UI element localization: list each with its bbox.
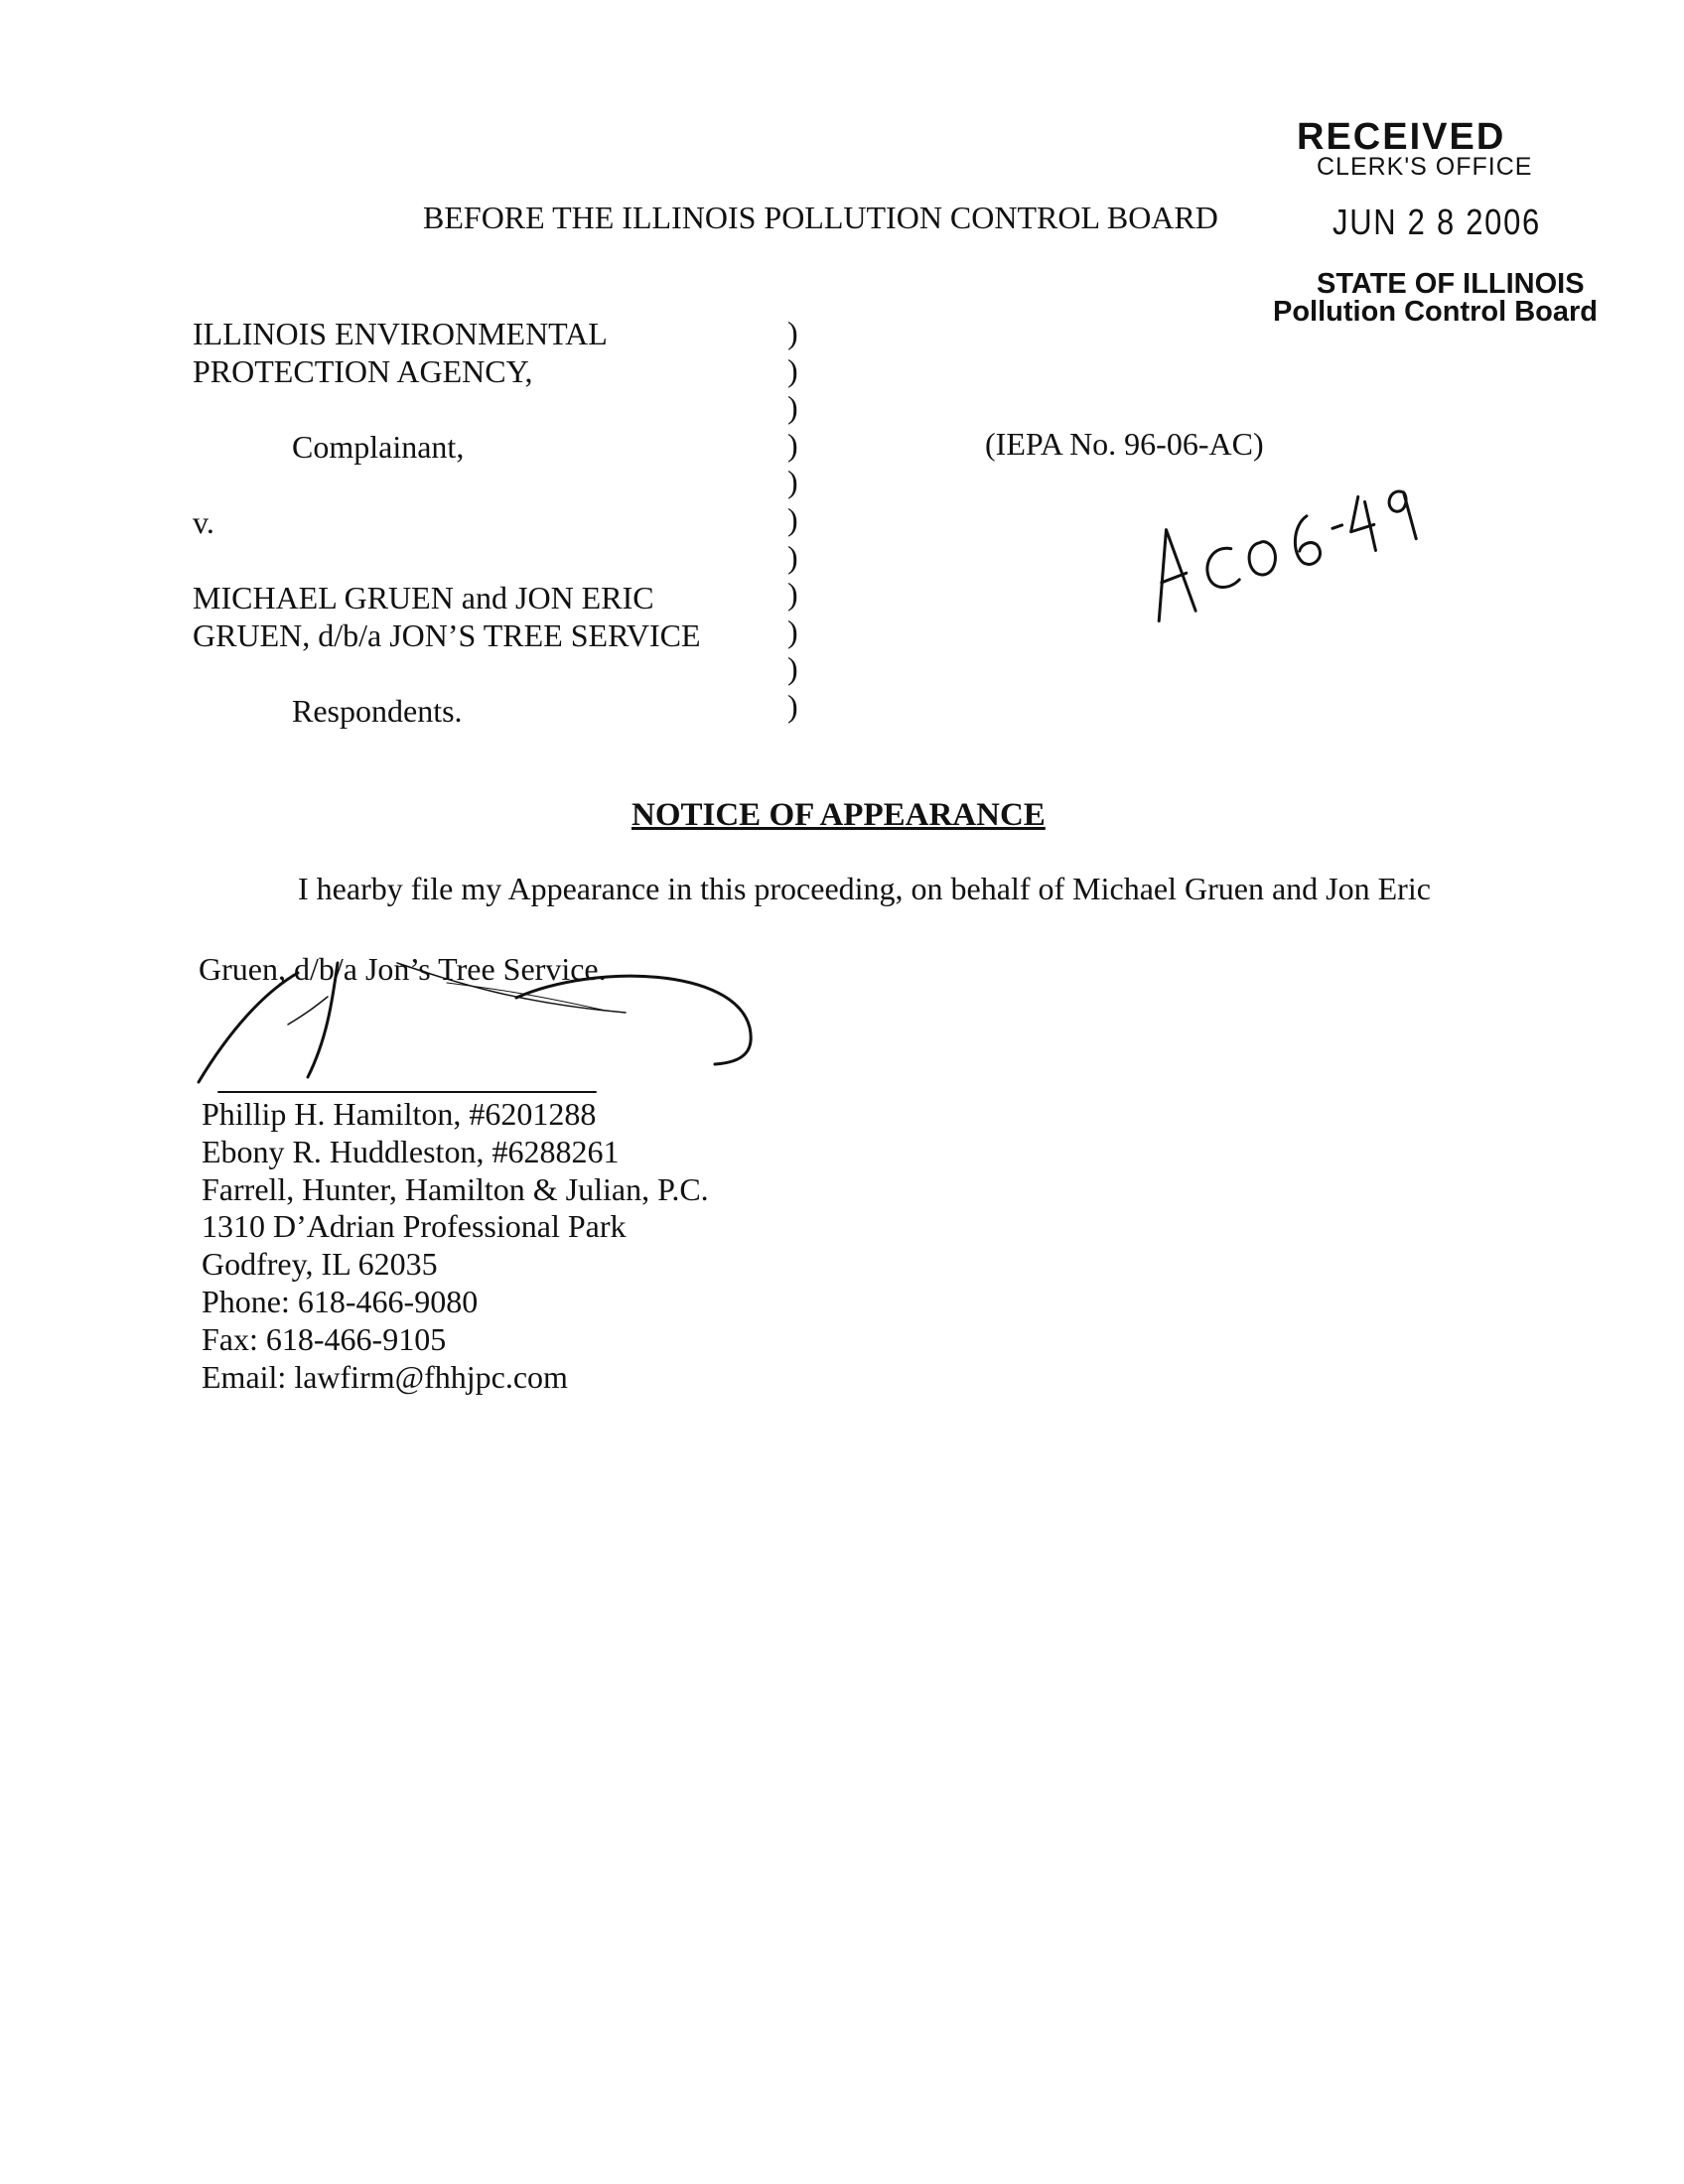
respondent-name-line2: GRUEN, d/b/a JON’S TREE SERVICE: [193, 617, 701, 653]
complainant-name-line1: ILLINOIS ENVIRONMENTAL: [193, 316, 608, 351]
law-firm-name: Farrell, Hunter, Hamilton & Julian, P.C.: [202, 1170, 709, 1207]
caption-paren: ): [787, 613, 798, 649]
respondent-role: Respondents.: [292, 693, 463, 729]
handwritten-case-number: [1134, 475, 1439, 652]
received-stamp-office: CLERK'S OFFICE: [1317, 153, 1533, 181]
caption-spacer: [193, 466, 701, 503]
versus-label: v.: [193, 504, 214, 540]
caption-parentheses: [787, 315, 798, 726]
received-stamp-state: STATE OF ILLINOIS: [1317, 268, 1585, 300]
received-stamp-title: RECEIVED: [1297, 116, 1506, 158]
caption-paren: ): [787, 315, 798, 350]
complainant-name-line2: PROTECTION AGENCY,: [193, 353, 533, 389]
caption-paren: ): [787, 426, 798, 463]
complainant-role: Complainant,: [292, 429, 465, 465]
firm-phone: Phone: 618-466-9080: [202, 1283, 479, 1319]
caption-paren: ): [787, 464, 798, 500]
caption-paren: ): [787, 576, 798, 613]
iepa-number: (IEPA No. 96-06-AC): [985, 426, 1264, 462]
caption-spacer: [193, 654, 701, 692]
signature-block: [202, 1096, 709, 1396]
firm-fax: Fax: 618-466-9105: [202, 1320, 447, 1357]
document-title: NOTICE OF APPEARANCE: [632, 797, 1046, 833]
caption-paren: ): [787, 351, 798, 388]
appearance-statement-line1: I hearby file my Appearance in this proceeding, on behalf of Michael Gruen and Jon Eric: [298, 871, 1431, 906]
caption-paren: ): [787, 650, 798, 687]
attorney-name-hamilton: Phillip H. Hamilton, #6201288: [202, 1096, 597, 1132]
firm-address-city: Godfrey, IL 62035: [202, 1246, 438, 1283]
board-heading: BEFORE THE ILLINOIS POLLUTION CONTROL BOARD: [423, 200, 1218, 235]
caption-paren: ): [787, 538, 798, 575]
firm-address-street: 1310 D’Adrian Professional Park: [202, 1208, 627, 1245]
attorney-name-huddleston: Ebony R. Huddleston, #6288261: [202, 1133, 620, 1169]
respondent-name-line1: MICHAEL GRUEN and JON ERIC: [193, 580, 654, 615]
appearance-statement-line2: Gruen, d/b/a Jon’s Tree Service.: [199, 951, 607, 987]
case-caption: [193, 315, 701, 730]
caption-paren: ): [787, 500, 798, 537]
caption-spacer: [193, 390, 701, 428]
received-stamp-date: JUN 2 8 2006: [1333, 202, 1541, 242]
received-stamp-board: Pollution Control Board: [1273, 296, 1599, 328]
attorney-signature: [189, 943, 784, 1102]
caption-paren: ): [787, 687, 798, 724]
caption-paren: ): [787, 389, 798, 426]
firm-email: Email: lawfirm@fhhjpc.com: [202, 1358, 568, 1395]
caption-spacer: [193, 541, 701, 579]
